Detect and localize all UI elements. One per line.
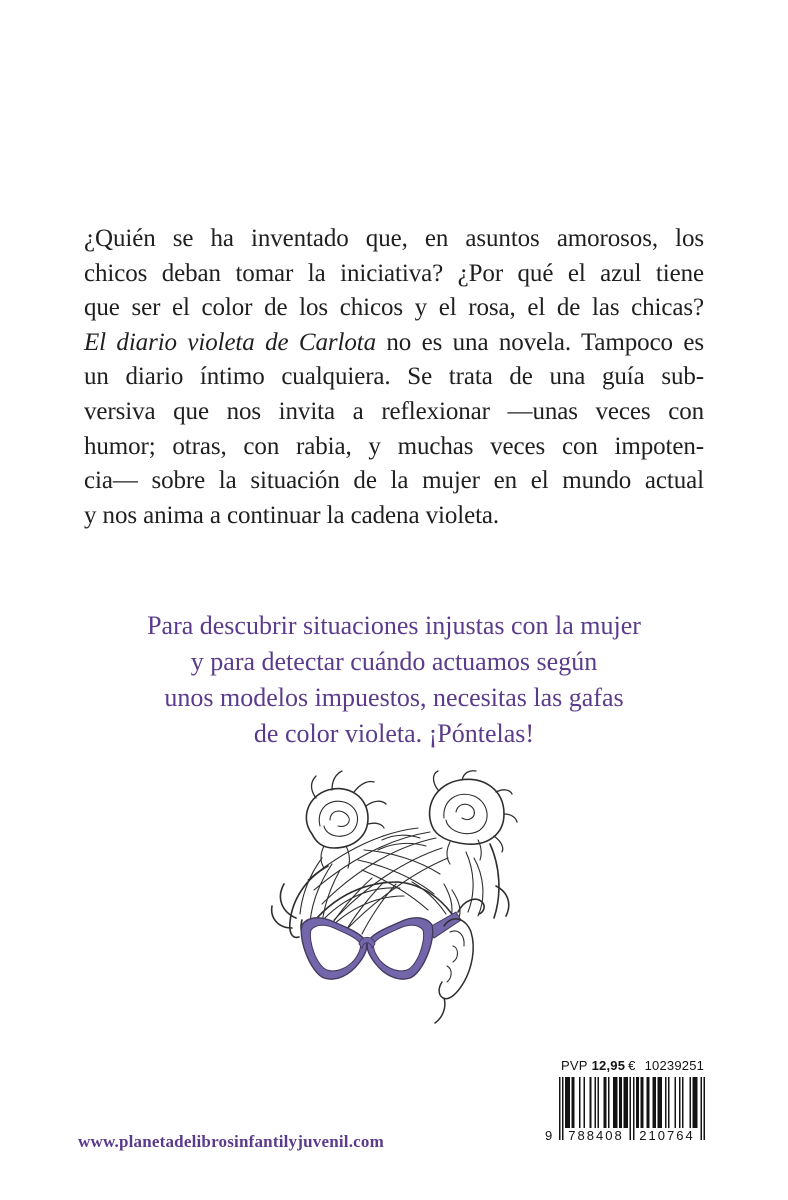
price-line (561, 1058, 711, 1073)
right-hair-bun (430, 771, 517, 864)
barcode-digit-group: 788408 (564, 1128, 628, 1143)
blurb-text: cia— sobre la situación de la mujer en el mundo actual (84, 467, 704, 495)
book-title-italic: El diario violeta de Carlota (84, 328, 376, 356)
blurb-line (84, 257, 704, 292)
blurb-line (84, 326, 704, 361)
blurb-line (84, 222, 704, 257)
price-value: 12,95 (591, 1058, 626, 1073)
pvp-label: PVP (561, 1058, 588, 1073)
barcode-digit-group: 9 (545, 1128, 553, 1143)
tagline-line: de color violeta. ¡Póntelas! (253, 719, 535, 748)
barcode-digit-group: 210764 (635, 1128, 699, 1143)
blurb-text: no es una novela. Tampoco es (376, 328, 704, 356)
price-barcode-block (545, 1058, 711, 1150)
blurb-line (84, 291, 704, 326)
blurb-text: y nos anima a continuar la cadena violeta. (84, 501, 500, 529)
publisher-website: www.planetadelibrosinfantilyjuvenil.com (78, 1132, 384, 1151)
jaw-line (435, 998, 445, 1023)
violet-glasses (301, 912, 461, 979)
tagline (0, 608, 788, 752)
blurb-text: que ser el color de los chicos y el rosa, el de las chicas? (84, 294, 704, 322)
blurb-text: humor; otras, con rabia, y muchas veces con impoten- (84, 432, 704, 460)
edition-code: 10239251 (644, 1058, 705, 1073)
girl-space-buns-glasses-illustration (266, 770, 518, 1026)
blurb-line (84, 499, 704, 534)
blurb-text: un diario íntimo cualquiera. Se trata de una guía sub- (84, 363, 704, 391)
tagline-line: y para detectar cuándo actuamos según (190, 647, 598, 676)
ear (435, 919, 473, 1023)
blurb-paragraph (84, 222, 704, 533)
tagline-line: unos modelos impuestos, necesitas las gafas (164, 683, 624, 712)
currency-symbol: € (628, 1058, 636, 1073)
blurb-line (84, 464, 704, 499)
blurb-line (84, 360, 704, 395)
blurb-text: chicos deban tomar la iniciativa? ¿Por qué el azul tiene (84, 259, 704, 287)
blurb-line (84, 430, 704, 465)
barcode-digits (545, 1128, 711, 1144)
tagline-line: Para descubrir situaciones injustas con la mujer (147, 611, 641, 640)
blurb-text: versiva que nos invita a reflexionar —unas veces con (84, 397, 704, 425)
blurb-line (84, 395, 704, 430)
blurb-text: ¿Quién se ha inventado que, en asuntos amorosos, los (84, 225, 704, 252)
